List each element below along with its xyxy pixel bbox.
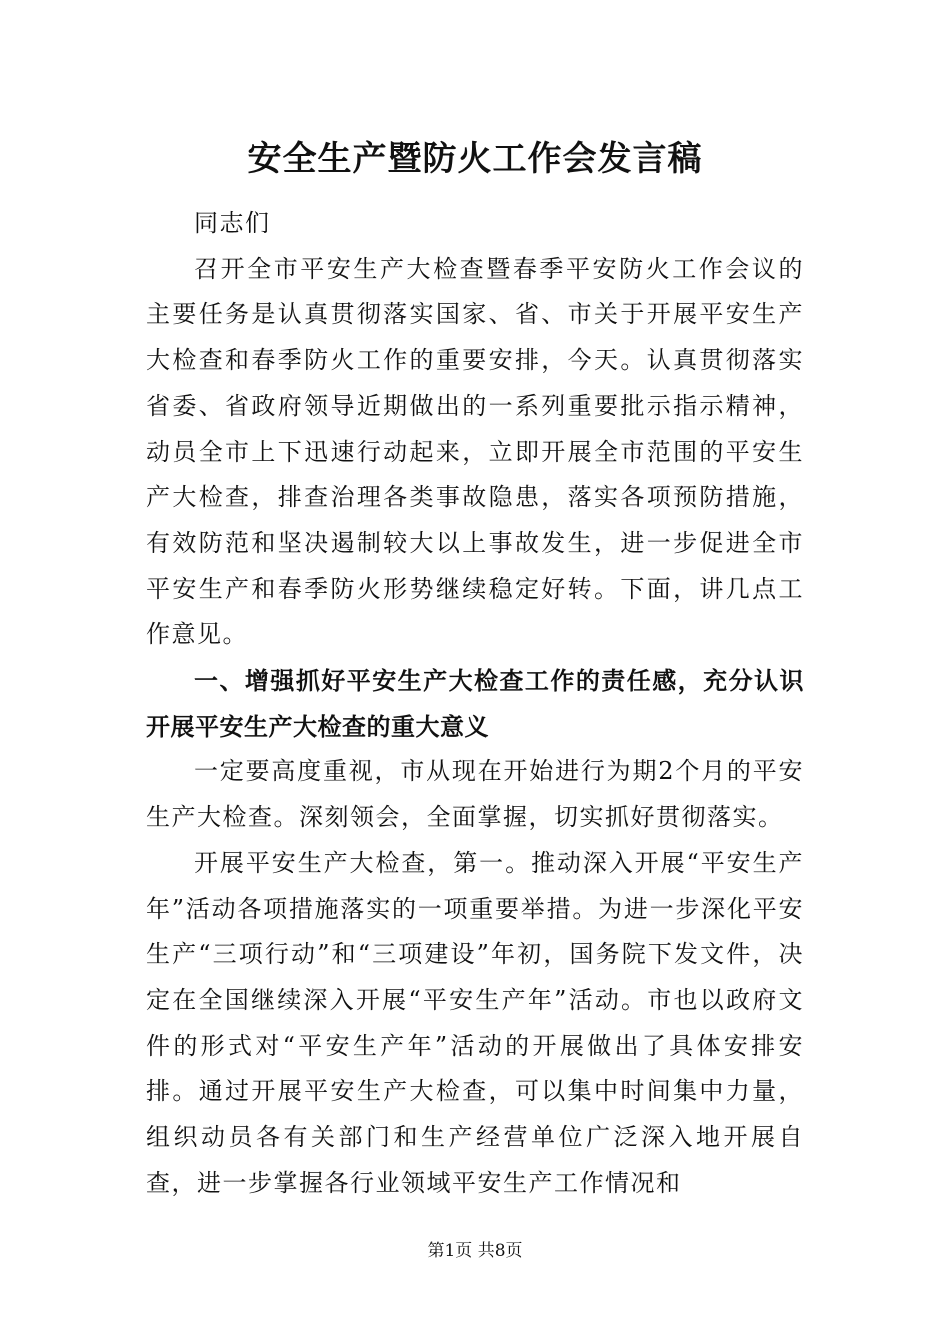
- body-paragraph: 一定要高度重视，市从现在开始进行为期2个月的平安生产大检查。深刻领会，全面掌握，切实抓好贯彻落实。: [146, 757, 804, 832]
- document-title: 安全生产暨防火工作会发言稿: [247, 139, 703, 179]
- document-body: [146, 201, 804, 1206]
- page-number-footer: 第1页 共8页: [427, 1241, 523, 1261]
- salutation-paragraph: 同志们: [194, 209, 271, 237]
- body-paragraph: 开展平安生产大检查，第一。推动深入开展“平安生产年”活动各项措施落实的一项重要举措。为进一步深化平安生产“三项行动”和“三项建设”年初，国务院下发文件，决定在全国继续深入开展“平安生产年”活动。市也以政府文件的形式对“平安生产年”活动的开展做出了具体安排安排。通过开展平安生产大检查，可以集中时间集中力量，组织动员各有关部门和生产经营单位广泛深入地开展自查，进一步掌握各行业领域平安生产工作情况和: [146, 848, 804, 1197]
- section-heading: 一、增强抓好平安生产大检查工作的责任感，充分认识开展平安生产大检查的重大意义: [146, 666, 804, 741]
- body-paragraph: 召开全市平安生产大检查暨春季平安防火工作会议的主要任务是认真贯彻落实国家、省、市关于开展平安生产大检查和春季防火工作的重要安排，今天。认真贯彻落实省委、省政府领导近期做出的一系列重要批示指示精神，动员全市上下迅速行动起来，立即开展全市范围的平安生产大检查，排查治理各类事故隐患，落实各项预防措施，有效防范和坚决遏制较大以上事故发生，进一步促进全市平安生产和春季防火形势继续稳定好转。下面，讲几点工作意见。: [146, 254, 804, 649]
